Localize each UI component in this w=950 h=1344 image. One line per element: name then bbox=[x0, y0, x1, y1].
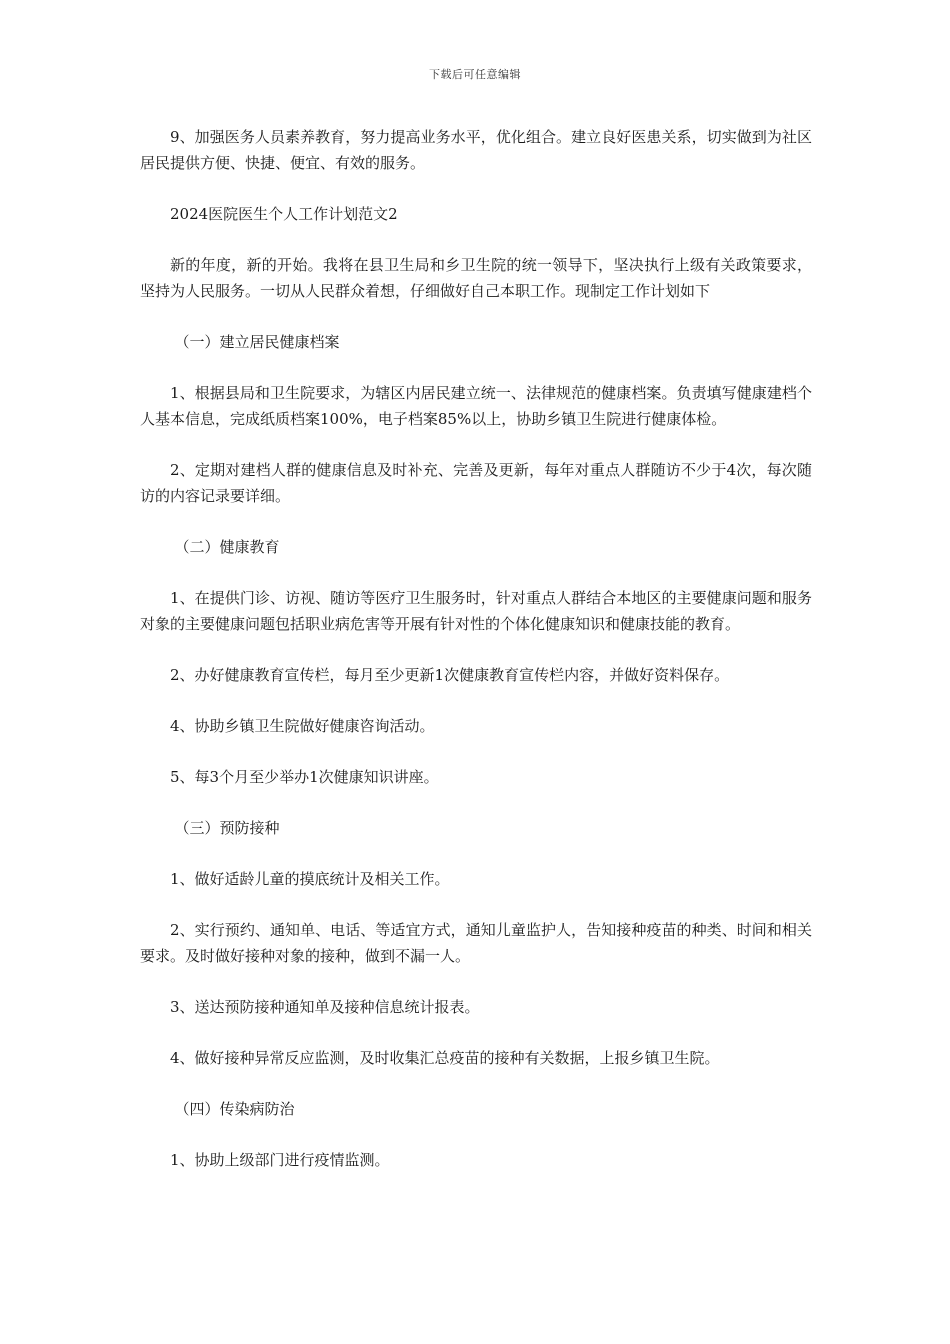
paragraph-vaccination-3: 3、送达预防接种通知单及接种信息统计报表。 bbox=[170, 998, 480, 1016]
paragraph-records-2: 2、定期对建档人群的健康信息及时补充、完善及更新，每年对重点人群随访不少于4次，每次随访的内容记录要详细。 bbox=[140, 461, 812, 505]
paragraph-item-9: 9、加强医务人员素养教育，努力提高业务水平，优化组合。建立良好医患关系，切实做到为社区居民提供方便、快捷、便宜、有效的服务。 bbox=[140, 128, 812, 172]
paragraph-disease-1: 1、协助上级部门进行疫情监测。 bbox=[170, 1151, 390, 1169]
paragraph-vaccination-1: 1、做好适龄儿童的摸底统计及相关工作。 bbox=[170, 870, 450, 888]
paragraph-education-4: 4、协助乡镇卫生院做好健康咨询活动。 bbox=[170, 717, 435, 735]
subheading-health-education: （二）健康教育 bbox=[174, 538, 280, 556]
section-title: 2024医院医生个人工作计划范文2 bbox=[170, 205, 398, 223]
paragraph-records-1: 1、根据县局和卫生院要求，为辖区内居民建立统一、法律规范的健康档案。负责填写健康建档个人基本信息，完成纸质档案100%，电子档案85%以上，协助乡镇卫生院进行健康体检。 bbox=[140, 384, 812, 428]
subheading-infectious-disease: （四）传染病防治 bbox=[174, 1100, 295, 1118]
paragraph-education-5: 5、每3个月至少举办1次健康知识讲座。 bbox=[170, 768, 439, 786]
subheading-vaccination: （三）预防接种 bbox=[174, 819, 280, 837]
paragraph-vaccination-4: 4、做好接种异常反应监测，及时收集汇总疫苗的接种有关数据，上报乡镇卫生院。 bbox=[170, 1049, 720, 1067]
paragraph-education-2: 2、办好健康教育宣传栏，每月至少更新1次健康教育宣传栏内容，并做好资料保存。 bbox=[170, 666, 730, 684]
paragraph-vaccination-2: 2、实行预约、通知单、电话、等适宜方式，通知儿童监护人，告知接种疫苗的种类、时间和相关要求。及时做好接种对象的接种，做到不漏一人。 bbox=[140, 921, 812, 965]
intro-paragraph: 新的年度，新的开始。我将在县卫生局和乡卫生院的统一领导下，坚决执行上级有关政策要求，坚持为人民服务。一切从人民群众着想，仔细做好自己本职工作。现制定工作计划如下 bbox=[140, 256, 812, 300]
document-body bbox=[140, 124, 812, 1198]
paragraph-education-1: 1、在提供门诊、访视、随访等医疗卫生服务时，针对重点人群结合本地区的主要健康问题和服务对象的主要健康问题包括职业病危害等开展有针对性的个体化健康知识和健康技能的教育。 bbox=[140, 589, 812, 633]
header-note: 下载后可任意编辑 bbox=[429, 68, 521, 81]
subheading-health-records: （一）建立居民健康档案 bbox=[174, 333, 340, 351]
